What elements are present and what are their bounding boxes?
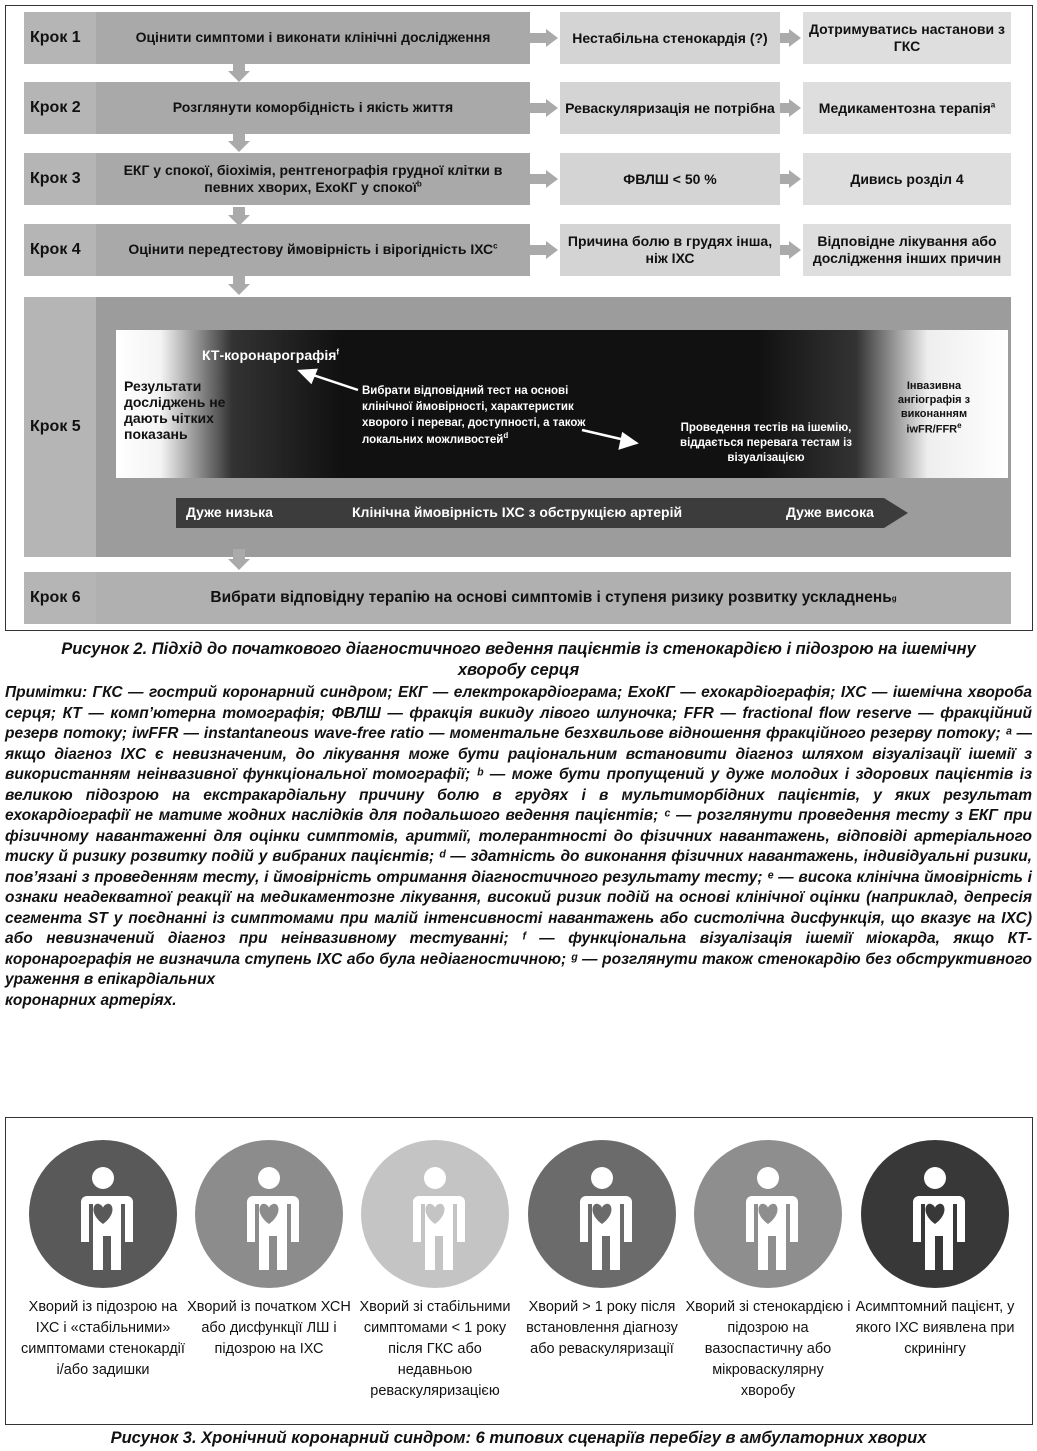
person-icon [861,1140,1009,1288]
person-icon [528,1140,676,1288]
step-3-action: ЕКГ у спокої, біохімія, рентгенографія грудної клітки в певних хворих, ЕхоКГ у спокої$^b$ [96,153,530,205]
scenario-6-circle [861,1140,1009,1288]
figure-3-caption: Рисунок 3. Хронічний коронарний синдром: 6 типових сценаріїв перебігу в амбулаторних хворих [110,1429,927,1447]
notes-end: коронарних артеріях. [5,991,177,1009]
scenario-2-circle [195,1140,343,1288]
invasive-angiography-text: Інвазивна ангіографія з виконанням iwFR/FFR$^e$ [897,380,971,436]
scenario-4-label: Хворий > 1 року після встановлення діагнозу або реваскуляризації [526,1299,678,1357]
step-3-outcome: Дивись розділ 4 [803,153,1011,205]
step-4-label: Крок 4 [24,224,96,276]
step-1-label: Крок 1 [24,12,96,64]
scenario-5-circle [694,1140,842,1288]
scenario-2-label: Хворий із початком ХСН або дисфункції ЛШ і підозрою на ІХС [187,1299,351,1357]
step5-arrows [0,0,1037,640]
person-icon [694,1140,842,1288]
scenario-5-label: Хворий зі стенокардією і підозрою на вазоспастичну або мікроваскулярну хворобу [685,1299,851,1399]
step-5-label: Крок 5 [24,297,96,557]
step-2-action: Розглянути коморбідність і якість життя [96,82,530,134]
step-4-outcome: Відповідне лікування або дослідження інших причин [803,224,1011,276]
scale-very-high: Дуже висока [786,504,874,520]
step-6-label: Крок 6 [24,572,96,624]
scenario-6-label: Асимптомний пацієнт, у якого ІХС виявлена при скринінгу [855,1299,1015,1357]
arrow-to-ct [300,370,358,390]
arrow-to-ischemia [582,430,636,448]
scale-very-low: Дуже низька [186,504,273,520]
scenario-3-circle [361,1140,509,1288]
person-icon [29,1140,177,1288]
person-icon [195,1140,343,1288]
scenario-4-circle [528,1140,676,1288]
step-1-action: Оцінити симптоми і виконати клінічні дослідження [96,12,530,64]
scale-title: Клінічна ймовірність ІХС з обструкцією артерій [352,504,683,520]
step-2-result: Реваскуляризація не потрібна [560,82,780,134]
scenario-1-label: Хворий із підозрою на ІХС і «стабільними» симптомами стенокардії і/або задишки [21,1299,185,1378]
figure-2-notes [5,683,1032,1011]
step-2-outcome: Медикаментозна терапія$^a$ [803,82,1011,134]
scenario-1-circle [29,1140,177,1288]
notes-text: Примітки: ГКС — гострий коронарний синдром; ЕКГ — електрокардіограма; ЕхоКГ — ехокардіографія; ІХС — ішемічна хвороба серця; КТ — комп’ютерна томографія; ФВЛШ — фракція викиду лівого шлуночка; FFR — fractional flow reserve — фракційний резерв потоку; iwFFR — instantaneous wave-free ratio — моментальне безхвильове відношення фракційного резерву потоку; ᵃ — якщо діагноз ІХС є невизначеним, до лікування може бути раціональним встановити діагноз шляхом візуалізації ішемії з використанням неінвазивної функціональної томографії; ᵇ — може бути пропущений у дуже молодих і здорових пацієнтів із великою підозрою на екстракардіальну причину болю в грудях і в мультиморбідних пацієнтів, у яких результат ехокардіографії не матиме жодних наслідків для подальшого ведення пацієнтів; ᶜ — розглянути проведення тесту з ЕКГ при фізичному навантаженні для оцінки симптомів, аритмії, толерантності до фізичних навантажень, відповіді артеріального тиску й ризику розвитку подій у вибраних пацієнтів; ᵈ — здатність до виконання фізичних навантажень, індивідуальні ризики, пов’язані з проведенням тесту, і ймовірність отримання діагностичного результату тесту; ᵉ — висока клінічна ймовірність і ознаки неадекватної реакції на медикаментозне лікування, високий ризик подій на основі клінічної оцінки (наприклад, депресія сегмента ST у поєднанні із симптомами при малій інтенсивності навантажень або систолічна дисфункція, що вказує на ІХС) або невизначений діагноз при неінвазивному тестуванні; ᶠ — функціональна візуалізація ішемії міокарда, якщо КТ-коронарографія не визначила ступень ІХС або була недіагностичною; ᵍ — розглянути також стенокардію без обструктивного ураження в епікардіальних [5,684,1032,988]
step-3-label: Крок 3 [24,153,96,205]
step-6-action: Вибрати відповідну терапію на основі симптомів і ступеня ризику розвитку ускладнень g [96,572,1011,624]
step-1-outcome: Дотримуватись настанови з ГКС [803,12,1011,64]
ct-coronarography-label: КТ-коронарографія$^f$ [202,347,340,363]
unclear-results-text: Результати досліджень не дають чітких показань [124,378,226,443]
step-2-label: Крок 2 [24,82,96,134]
choose-test-text: Вибрати відповідний тест на основі клінічної ймовірності, характеристик хворого і переваг, доступності, а також локальних можливостей$^d$ [362,385,586,447]
step-4-result: Причина болю в грудях інша, ніж ІХС [560,224,780,276]
ischemia-tests-text: Проведення тестів на ішемію, віддається перевага тестам із візуалізацією [680,422,852,464]
step-4-action: Оцінити передтестову ймовірність і вірогідність ІХС$^c$ [96,224,530,276]
step-1-result: Нестабільна стенокардія (?) [560,12,780,64]
scenario-3-label: Хворий зі стабільними симптомами < 1 року після ГКС або недавньою реваскуляризацією [359,1299,511,1399]
person-icon [361,1140,509,1288]
figure-2-caption: Рисунок 2. Підхід до початкового діагностичного ведення пацієнтів із стенокардією і підозрою на ішемічну хворобу серця [61,640,976,680]
step-3-result: ФВЛШ < 50 % [560,153,780,205]
